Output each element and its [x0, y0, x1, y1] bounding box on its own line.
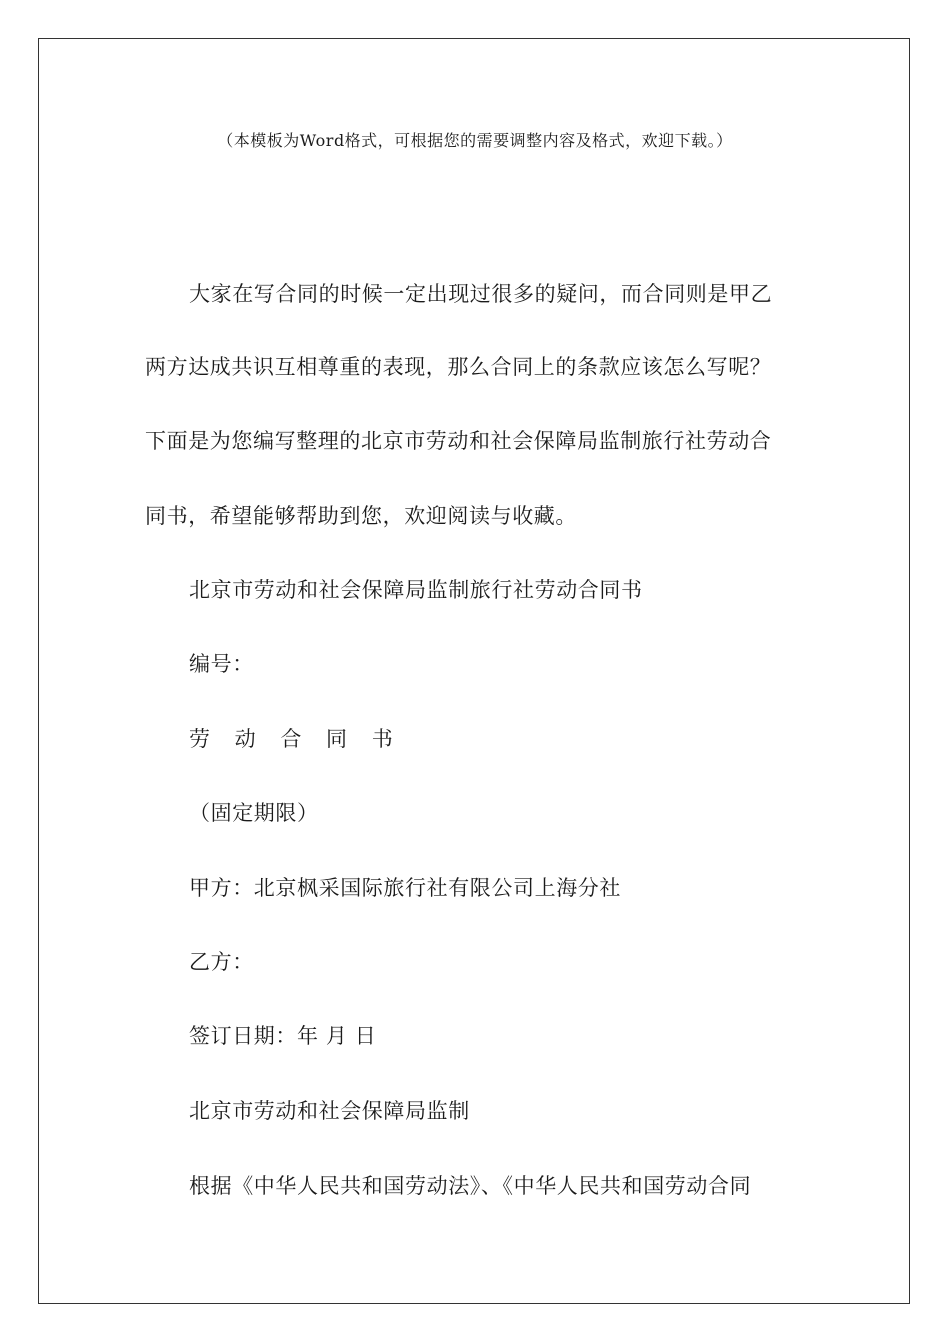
legal-basis-line: 根据《中华人民共和国劳动法》、《中华人民共和国劳动合同 [189, 1174, 752, 1198]
party-b: 乙方： [189, 950, 254, 974]
contract-heading: 劳 动 合 同 书 [189, 727, 402, 751]
contract-title: 北京市劳动和社会保障局监制旅行社劳动合同书 [189, 578, 643, 602]
template-note: （本模板为Word格式，可根据您的需要调整内容及格式，欢迎下载。） [217, 131, 733, 150]
intro-line-3: 下面是为您编写整理的北京市劳动和社会保障局监制旅行社劳动合 [145, 429, 772, 453]
contract-term: （固定期限） [189, 801, 319, 825]
party-a: 甲方：北京枫采国际旅行社有限公司上海分社 [189, 876, 621, 900]
intro-line-2: 两方达成共识互相尊重的表现，那么合同上的条款应该怎么写呢？ [145, 355, 772, 379]
contract-number-label: 编号： [189, 652, 254, 676]
intro-line-4: 同书，希望能够帮助到您，欢迎阅读与收藏。 [145, 504, 577, 528]
supervisor-line: 北京市劳动和社会保障局监制 [189, 1099, 470, 1123]
sign-date: 签订日期：年 月 日 [189, 1024, 377, 1048]
intro-line-1: 大家在写合同的时候一定出现过很多的疑问，而合同则是甲乙 [189, 282, 773, 306]
page-frame [38, 38, 910, 1304]
